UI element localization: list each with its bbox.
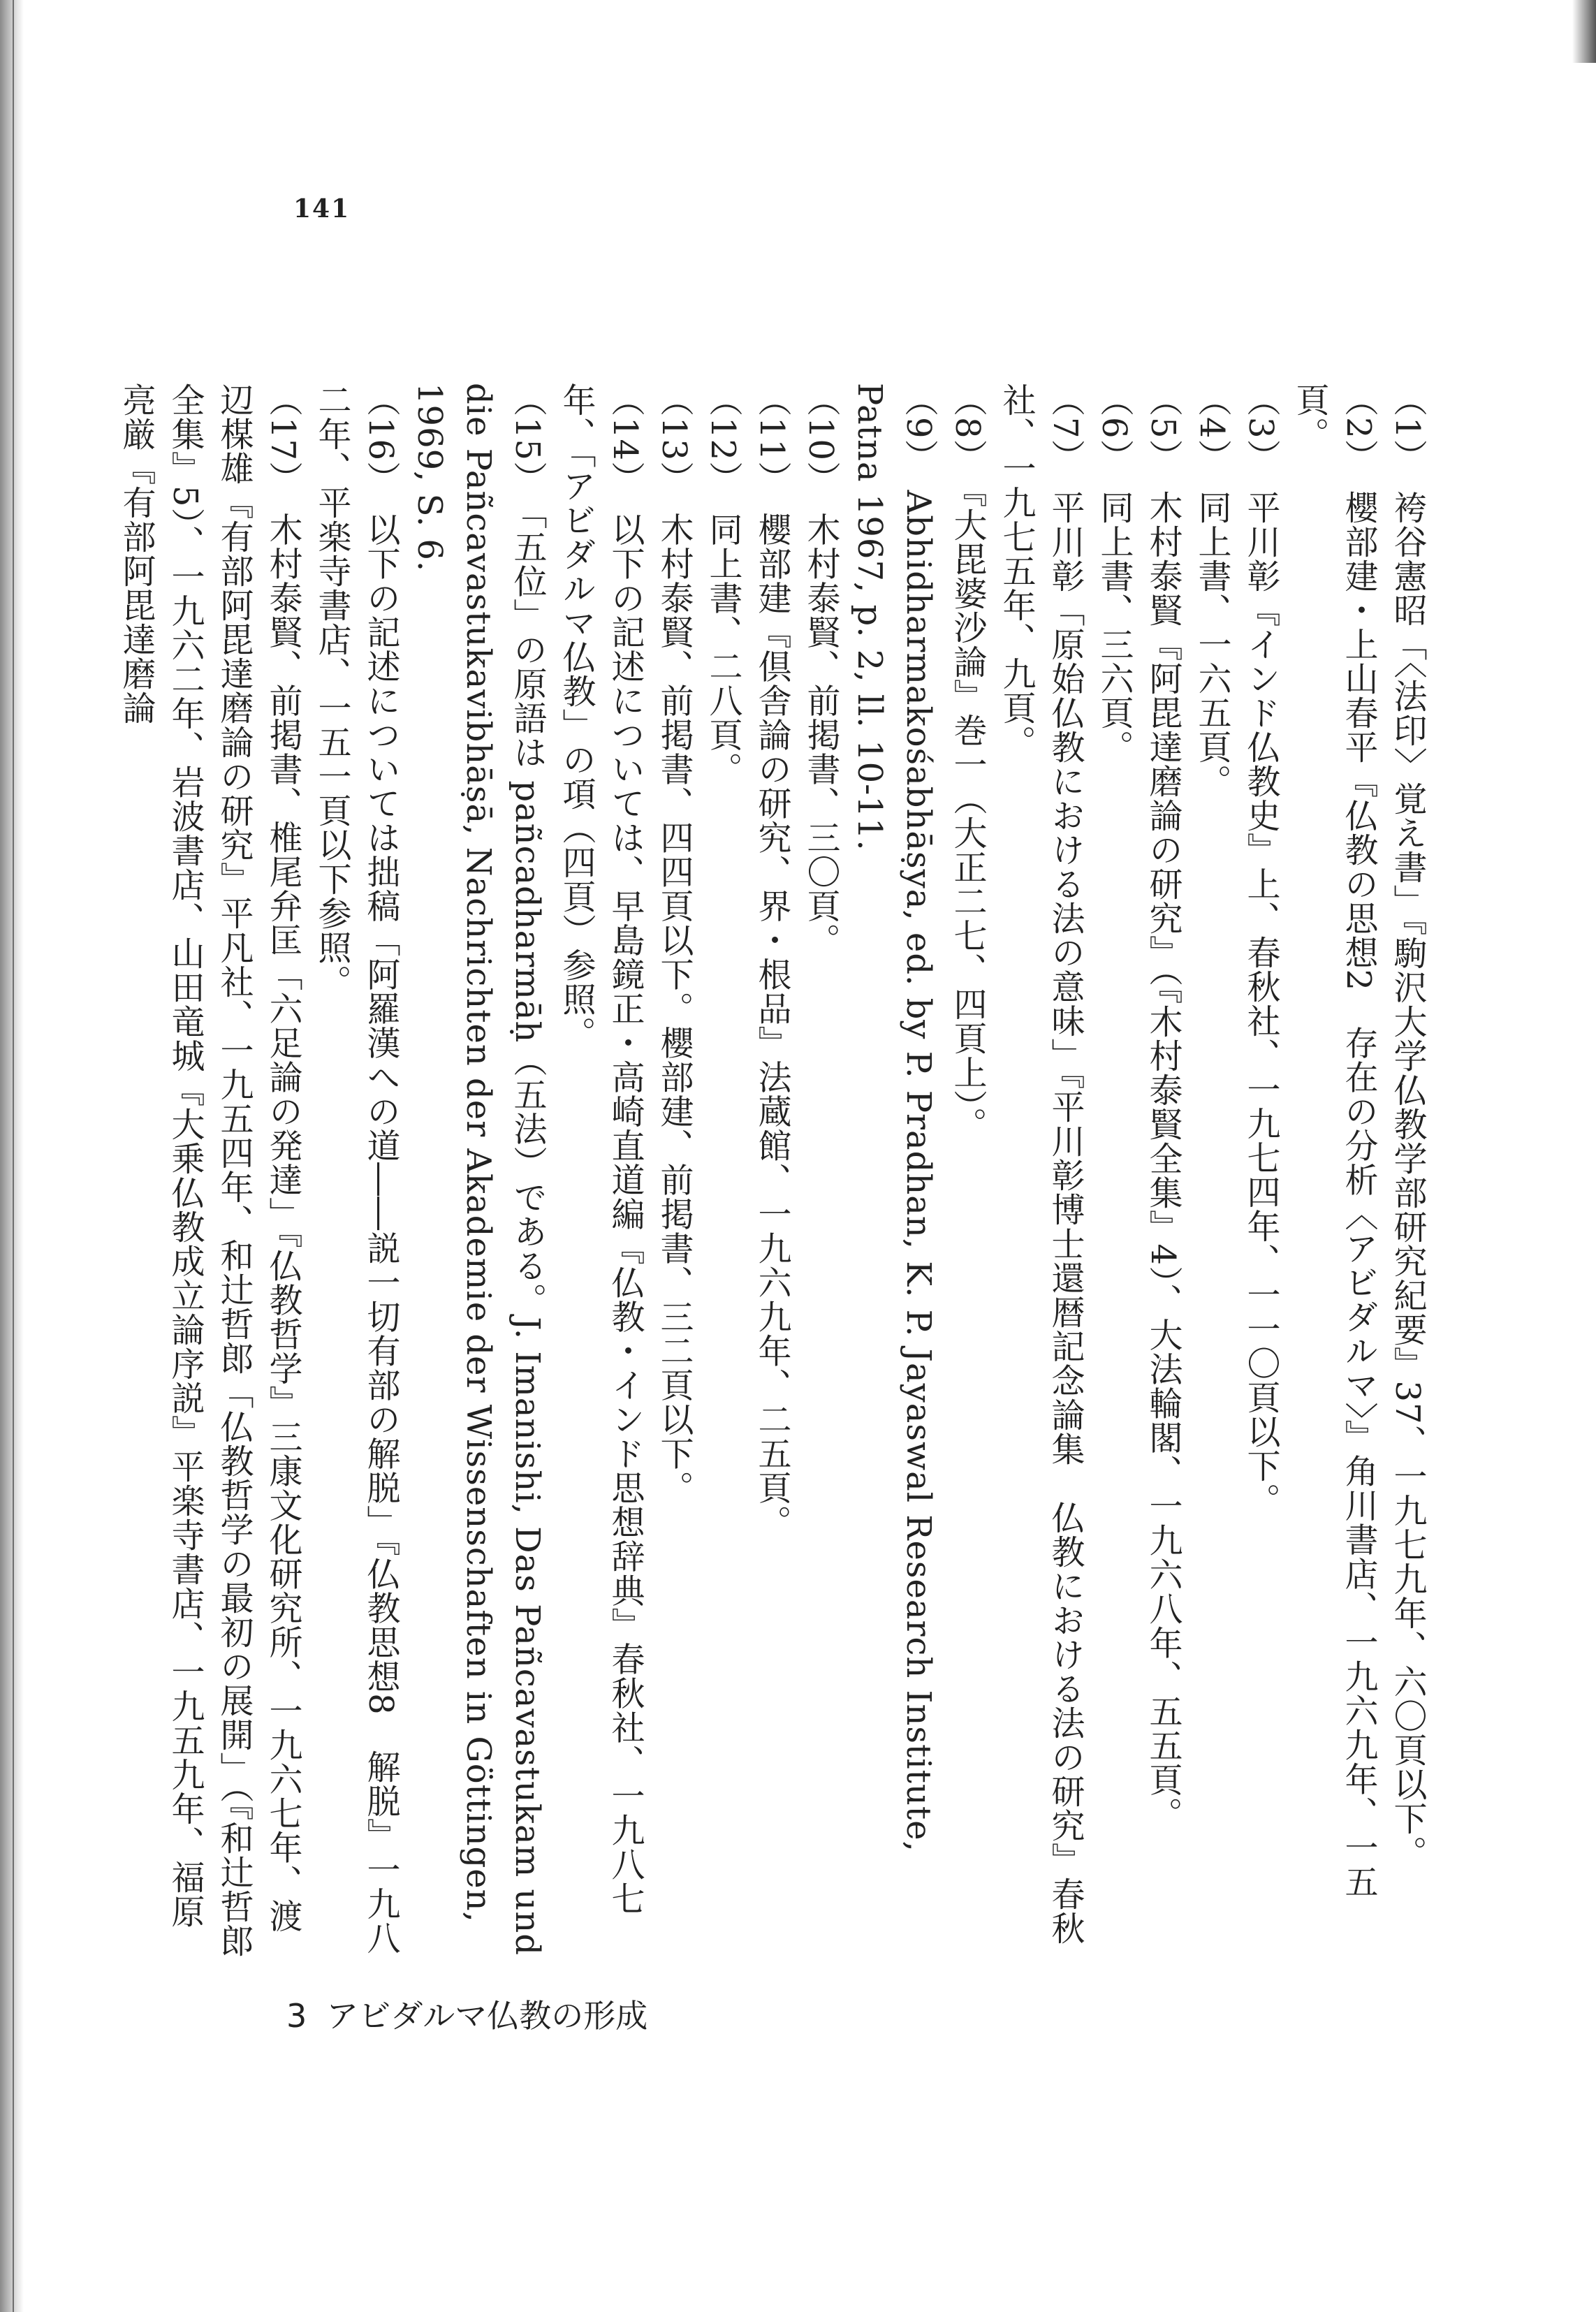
endnote-text: 同上書、三六頁。 <box>1094 490 1134 764</box>
endnote-text: 「五位」の原語は pañcadharmāḥ（五法）である。J. Imanishi, Das Pañcavastukam und die Pañcavastukavibhāṣā, Nachrichten der Akademie der Wissenschaften in Göttingen, 1969, S. 6. <box>410 383 547 1956</box>
endnote-text: 木村泰賢、前掲書、四四頁以下。櫻部建、前掲書、三二頁以下。 <box>654 512 694 1505</box>
endnote-text: 木村泰賢『阿毘達磨論の研究』（『木村泰賢全集』4）、大法輪閣、一九六八年、五五頁。 <box>1143 490 1183 1831</box>
endnote-13 <box>650 383 698 1961</box>
endnote-number: （11） <box>752 383 791 496</box>
endnote-8 <box>943 383 992 1961</box>
endnote-text: 以下の記述については、早島鏡正・高崎直道編『仏教・インド思想辞典』春秋社、一九八七年、「アビダルマ仏教」の項（四頁）参照。 <box>557 383 645 1916</box>
endnote-text: 袴谷憲昭「〈法印〉覚え書」『駒沢大学仏教学部研究紀要』37、一九七九年、六〇頁以下。 <box>1388 490 1427 1870</box>
endnote-number: （9） <box>899 383 938 474</box>
chapter-title: アビダルマ仏教の形成 <box>326 1997 648 2035</box>
endnote-text: 櫻部建『倶舎論の研究、界・根品』法蔵館、一九六九年、二五頁。 <box>752 512 791 1539</box>
endnote-number: （5） <box>1143 383 1183 474</box>
endnote-4 <box>1187 383 1236 1961</box>
endnote-15 <box>405 383 552 1961</box>
endnote-number: （3） <box>1241 383 1280 474</box>
endnote-6 <box>1090 383 1139 1961</box>
endnote-text: Abhidharmakośabhāṣya, ed. by P. Pradhan, K. P. Jayaswal Research Institute, Patna 1967, p. 2, ll. 10-11. <box>850 383 938 1852</box>
endnote-number: （10） <box>801 383 840 496</box>
endnote-7 <box>992 383 1090 1961</box>
endnotes-column-block <box>117 383 1432 1961</box>
endnote-text: 木村泰賢、前掲書、三〇頁。 <box>801 512 840 958</box>
corner-scan-mark <box>1572 0 1596 63</box>
endnote-number: （2） <box>1339 383 1378 474</box>
endnote-10 <box>796 383 845 1961</box>
endnote-text: 平川彰『インド仏教史』上、春秋社、一九七四年、一一〇頁以下。 <box>1241 490 1280 1517</box>
page-number: 141 <box>293 194 351 224</box>
endnote-12 <box>698 383 747 1961</box>
endnote-text: 櫻部建・上山春平『仏教の思想2 存在の分析〈アビダルマ〉』角川書店、一九六九年、一五頁。 <box>1290 383 1378 1899</box>
endnote-5 <box>1139 383 1187 1961</box>
endnote-3 <box>1236 383 1285 1961</box>
endnote-number: （14） <box>606 383 645 496</box>
endnote-text: 同上書、二八頁。 <box>703 512 742 786</box>
endnote-number: （12） <box>703 383 742 496</box>
endnote-1 <box>1383 383 1432 1961</box>
endnote-text: 平川彰「原始仏教における法の意味」『平川彰博士還暦記念論集 仏教における法の研究』春秋社、一九七五年、九頁。 <box>997 383 1085 1945</box>
running-footer <box>286 1991 1596 2037</box>
endnote-number: （8） <box>948 383 987 474</box>
endnote-number: （7） <box>1046 383 1085 474</box>
endnote-number: （4） <box>1192 383 1231 474</box>
endnote-text: 以下の記述については拙稿「阿羅漢への道――説一切有部の解脱」『仏教思想8 解脱』一九八二年、平楽寺書店、一五一頁以下参照。 <box>312 383 400 1955</box>
endnote-16 <box>307 383 405 1961</box>
endnote-number: （1） <box>1388 383 1427 474</box>
page-edge-shadow <box>0 0 24 2312</box>
endnote-text: 同上書、一六五頁。 <box>1192 490 1231 798</box>
chapter-number: 3 <box>286 1997 307 2035</box>
endnote-9 <box>845 383 943 1961</box>
endnote-11 <box>747 383 796 1961</box>
endnote-14 <box>552 383 650 1961</box>
endnote-number: （13） <box>654 383 694 496</box>
endnote-2 <box>1285 383 1383 1961</box>
endnote-number: （15） <box>508 383 547 496</box>
endnote-number: （16） <box>361 383 400 496</box>
endnote-number: （17） <box>263 383 302 496</box>
endnote-text: 木村泰賢、前掲書、椎尾弁匡「六足論の発達」『仏教哲学』三康文化研究所、一九六七年、渡辺楳雄『有部阿毘達磨論の研究』平凡社、一九五四年、和辻哲郎「仏教哲学の最初の展開」（『和辻哲郎全集』5）、一九六二年、岩波書店、山田竜城『大乗仏教成立論序説』平楽寺書店、一九五九年、福原亮厳『有部阿毘達磨論 <box>117 383 302 1958</box>
endnote-number: （6） <box>1094 383 1134 474</box>
endnote-text: 『大毘婆沙論』巻一（大正二七、四頁上）。 <box>948 490 987 1141</box>
endnote-17 <box>112 383 307 1961</box>
binding-edge-line <box>13 0 14 2312</box>
